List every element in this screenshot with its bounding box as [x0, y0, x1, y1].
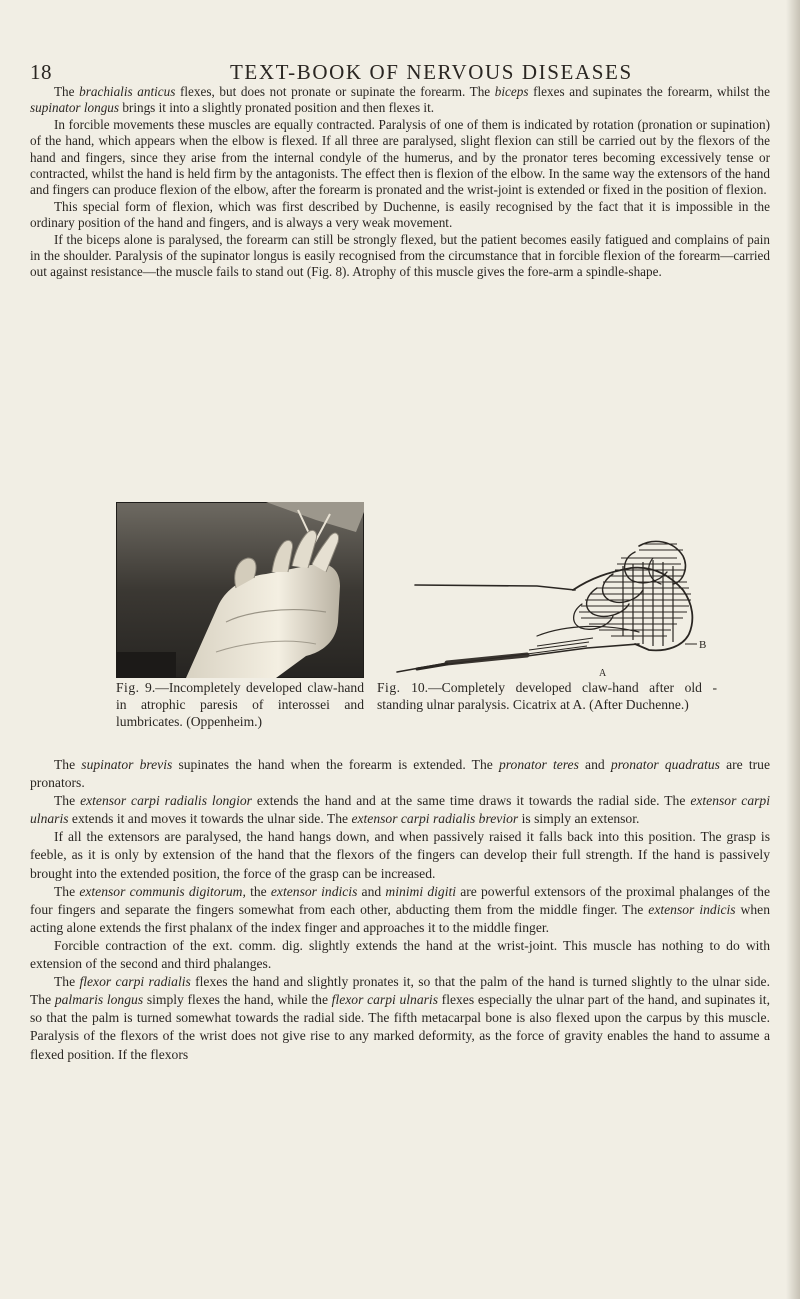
figure-10-drawing [377, 528, 712, 680]
text-block-upper [30, 84, 770, 281]
paragraph: If the biceps alone is paralysed, the forearm can still be strongly flexed, but the patient becomes easily fatigued and complains of pain in the shoulder. Paralysis of the supinator longus is easily recognised from the circumstance that in forcible flexion of the forearm—carried out against resistance—the muscle fails to stand out (Fig. 8). Atrophy of this muscle gives the fore-arm a spindle-shape. [30, 231, 770, 280]
italic-term: palmaris longus [54, 992, 144, 1008]
paragraph: The supinator brevis supinates the hand when the forearm is extended. The pronator teres and pronator quadratus are true pronators. [30, 757, 771, 791]
paragraph: The extensor carpi radialis longior extends the hand and at the same time draws it towards the radial side. The extensor carpi ulnaris extends it and moves it towards the ulnar side. The extensor carpi radialis brevior is simply an extensor. [30, 793, 770, 827]
paragraph: This special form of flexion, which was first described by Duchenne, is easily recognised by the fact that it is impossible in the ordinary position of the hand and fingers, and is always a very weak movement. [30, 198, 770, 231]
italic-term: extensor communis digitorum, [79, 883, 246, 899]
italic-term: minimi digiti [385, 883, 457, 899]
italic-term: extensor carpi radialis brevior [351, 811, 519, 827]
italic-term: supinator brevis [81, 757, 173, 772]
figure-10-caption [377, 680, 717, 714]
italic-term: extensor carpi radialis longior [80, 793, 252, 809]
paragraph: In forcible movements these muscles are equally contracted. Paralysis of one of them is indicated by rotation (pronation or supination) of the hand, which appears when the elbow is flexed. If all three are paralysed, slight flexion can still be carried out by the flexors of the hand and fingers, since they arise from the internal condyle of the humerus, and by the pronator teres becoming excessively tense or contracted, whilst the hand is held firm by the antagonists. The effect then is flexion of the elbow. In the same way the extensors of the hand and fingers can produce flexion of the elbow, after the forearm is pronated and the wrist-joint is extended or fixed in the position of flexion. [30, 116, 770, 198]
running-title: TEXT-BOOK OF NERVOUS DISEASES [230, 60, 633, 84]
page-number: 18 [30, 60, 52, 84]
italic-term: biceps [494, 84, 529, 99]
paragraph: If all the extensors are paralysed, the hand hangs down, and when passively raised it falls back into this position. The grasp is feeble, as it is only by extension of the hand that the flexors of the fingers can develop their full strength. If the hand is passively brought into the extended position, the force of the grasp can be increased. [30, 829, 770, 881]
italic-term: extensor carpi ulnaris [30, 793, 770, 827]
paragraph: Forcible contraction of the ext. comm. dig. slightly extends the hand at the wrist-joint. This muscle has nothing to do with extension of the second and third phalanges. [30, 937, 770, 972]
figure-label: Fig. [377, 680, 401, 695]
figure-9-caption [116, 680, 364, 730]
italic-term: extensor indicis [648, 901, 736, 917]
figure-9-photo [116, 502, 364, 678]
italic-term: extensor indicis [270, 883, 358, 899]
italic-term: pronator teres [498, 757, 579, 772]
figure-10-marker-a: A [599, 668, 607, 679]
italic-term: brachialis anticus [79, 84, 176, 99]
text-block-lower [30, 756, 770, 1064]
paragraph: The brachialis anticus flexes, but does not pronate or supinate the forearm. The biceps flexes and supinates the forearm, whilst the supinator longus brings it into a slightly pronated position and then flexes it. [30, 84, 770, 116]
figure-caption-text: 9.—Incompletely developed claw-hand in atrophic paresis of interossei and lumbricates. (Oppenheim.) [116, 680, 365, 729]
figure-label: Fig. [116, 680, 140, 695]
figure-10-marker-b: B [699, 639, 707, 651]
italic-term: supinator longus [30, 100, 120, 116]
paragraph: The extensor communis digitorum, the extensor indicis and minimi digiti are powerful extensors of the proximal phalanges of the four fingers and separate the fingers somewhat from each other, abducting them from the middle finger. The extensor indicis when acting alone extends the first phalanx of the index finger and approaches it to the middle finger. [30, 883, 770, 935]
italic-term: flexor carpi ulnaris [331, 992, 438, 1008]
paragraph: The flexor carpi radialis flexes the hand and slightly pronates it, so that the palm of the hand is turned slightly to the ulnar side. The palmaris longus simply flexes the hand, while the flexor carpi ulnaris flexes especially the ulnar part of the hand, and supinates it, so that the palm is turned somewhat towards the radial side. The fifth metacarpal bone is also flexed upon the carpus by this muscle. Paralysis of the flexors of the wrist does not give rise to any marked deformity, as the force of gravity enables the hand to assume a flexed position. If the flexors [30, 974, 770, 1062]
italic-term: flexor carpi radialis [79, 974, 191, 990]
scan-shadow [786, 0, 800, 1299]
italic-term: pronator quadratus [610, 757, 720, 772]
figure-caption-text: 10.—Completely developed claw-hand after old - standing ulnar paralysis. Cicatrix at A. (After Duchenne.) [377, 680, 717, 712]
